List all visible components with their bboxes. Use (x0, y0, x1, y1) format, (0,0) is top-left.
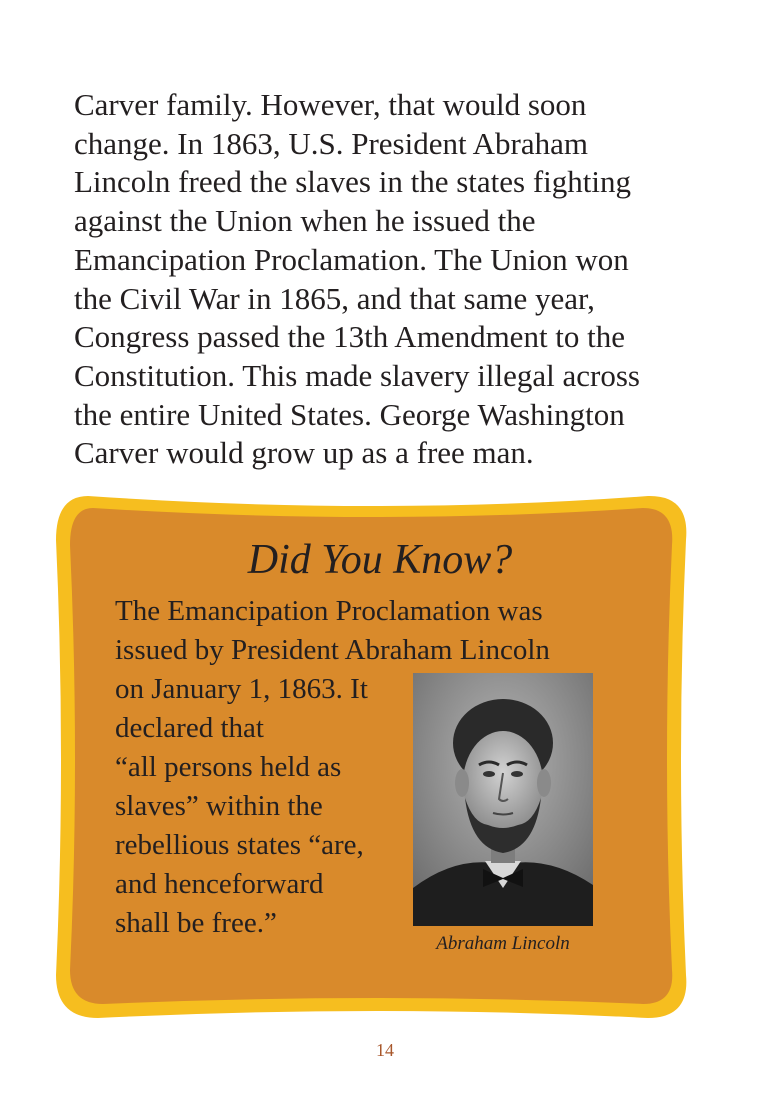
fact-line: and henceforward (115, 868, 324, 900)
body-line: Carver family. However, that would soon (74, 87, 587, 122)
fact-line: slaves” within the (115, 790, 323, 822)
did-you-know-title: Did You Know? (247, 537, 513, 583)
page-number: 14 (376, 1040, 394, 1060)
lincoln-portrait-photo (413, 673, 593, 926)
body-line: Carver would grow up as a free man. (74, 435, 534, 471)
body-line: Congress passed the 13th Amendment to the (74, 319, 626, 355)
fact-line: shall be free.” (115, 907, 277, 939)
fact-line: on January 1, 1863. It (115, 673, 368, 705)
fact-line: issued by President Abraham Lincoln (115, 634, 550, 666)
fact-line: rebellious states “are, (115, 829, 364, 861)
body-line: change. In 1863, U.S. President Abraham (74, 125, 588, 161)
body-line: against the Union when he issued the (74, 203, 536, 239)
body-line: the Civil War in 1865, and that same year, (74, 280, 595, 316)
body-line: the entire United States. George Washington (74, 396, 625, 432)
body-line: Emancipation Proclamation. The Union won (74, 241, 629, 277)
body-line: Constitution. This made slavery illegal across (74, 357, 640, 393)
portrait-image (413, 673, 593, 926)
fact-line: The Emancipation Proclamation was (115, 595, 543, 627)
photo-caption: Abraham Lincoln (436, 933, 570, 954)
fact-line: “all persons held as (115, 751, 342, 783)
fact-line: declared that (115, 712, 264, 744)
body-line: Lincoln freed the slaves in the states fighting (74, 164, 631, 200)
